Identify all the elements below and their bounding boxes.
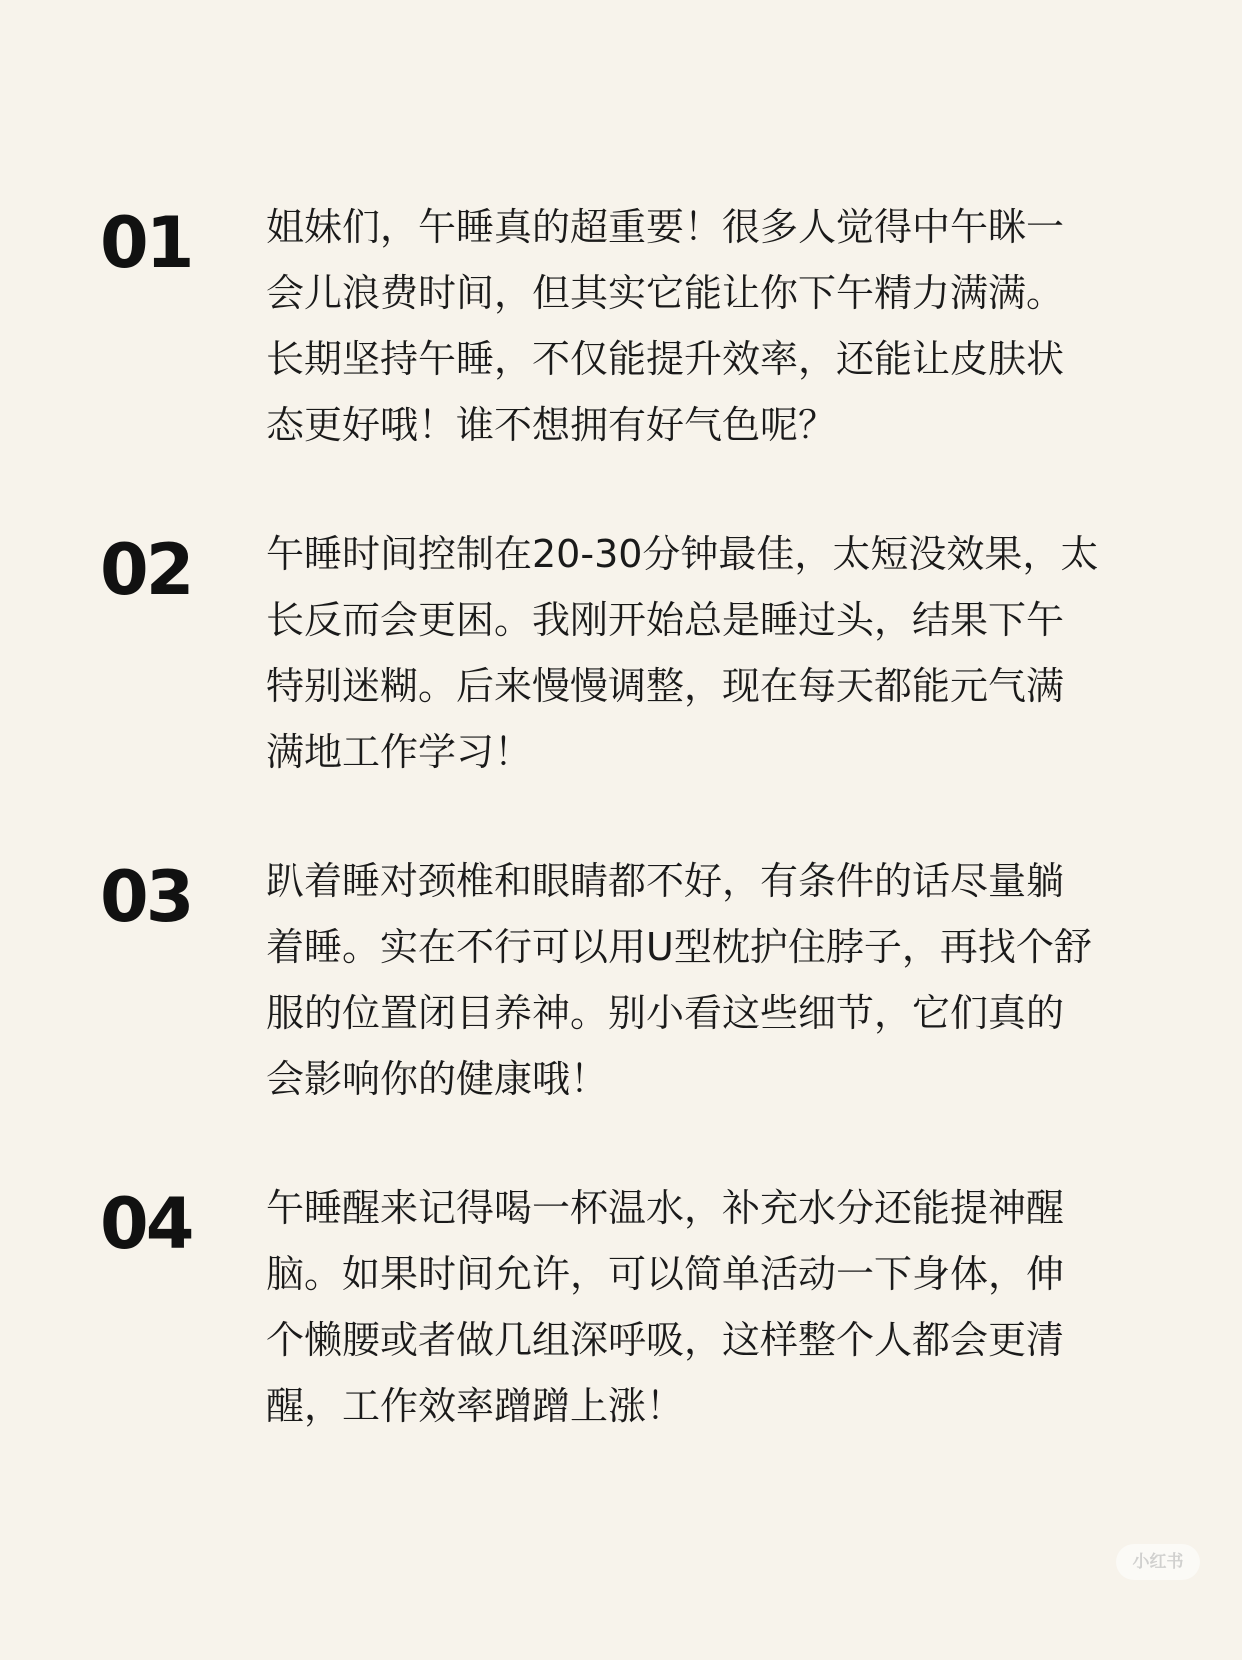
section-text: 趴着睡对颈椎和眼睛都不好，有条件的话尽量躺 着睡。实在不行可以用U型枕护住脖子，再找个舒 服的位置闭目养神。别小看这些细节，它们真的 会影响你的健康哦！ (266, 859, 1092, 1101)
section-number: 02 (100, 529, 192, 611)
section-number: 01 (100, 202, 192, 284)
section-text: 午睡时间控制在20-30分钟最佳，太短没效果，太 长反而会更困。我刚开始总是睡过头，结果下午 特别迷糊。后来慢慢调整，现在每天都能元气满 满地工作学习！ (266, 532, 1099, 774)
xiaohongshu-watermark: 小红书 (1116, 1544, 1200, 1580)
section-number: 03 (100, 856, 192, 938)
section-number: 04 (100, 1183, 192, 1265)
section-text: 姐妹们，午睡真的超重要！很多人觉得中午眯一 会儿浪费时间，但其实它能让你下午精力满满。 长期坚持午睡，不仅能提升效率，还能让皮肤状 态更好哦！谁不想拥有好气色呢？ (266, 205, 1065, 447)
section-text: 午睡醒来记得喝一杯温水，补充水分还能提神醒 脑。如果时间允许，可以简单活动一下身体，伸 个懒腰或者做几组深呼吸，这样整个人都会更清 醒，工作效率蹭蹭上涨！ (266, 1186, 1065, 1428)
